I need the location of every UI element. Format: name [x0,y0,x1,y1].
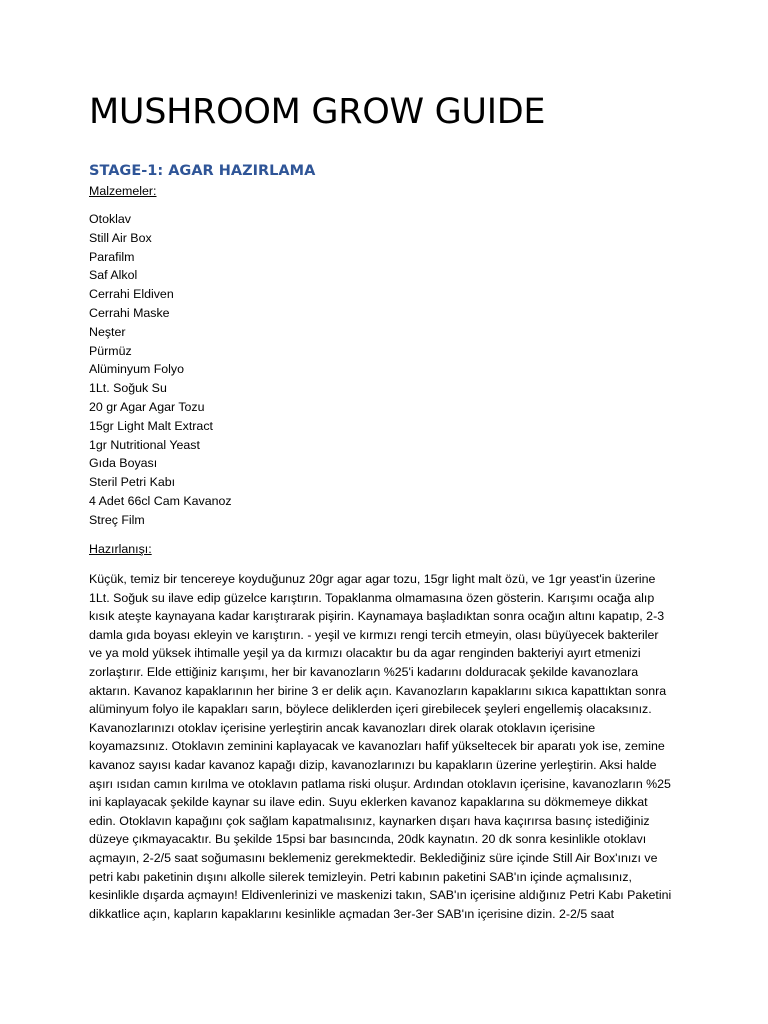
paragraph-line: 1Lt. Soğuk su ilave edip güzelce karıştırın. Topaklanma olmamasına özen gösterin. Karışımı ocağa alıp [89,590,655,605]
paragraph-line: damla gıda boyası ekleyin ve karıştırın. - yeşil ve kırmızı rengi tercih etmeyin, olası büyüyecek bakteriler [89,627,659,642]
paragraph-line: dikkatlice açın, kapların kapaklarını kesinlikle açmadan 3er-3er SAB'ın içerisine dizin. 2-2/5 saat [89,906,615,921]
paragraph-line: kısık ateşte kaynayana kadar karıştırarak pişirin. Kaynamaya başladıktan sonra ocağın altını kapatıp, 2-3 [89,609,665,624]
material-item: Still Air Box [89,230,152,245]
material-item: 1Lt. Soğuk Su [89,381,167,396]
paragraph-line: kesinlikle dışarda açmayın! Eldivenlerinizi ve maskenizi takın, SAB'ın içerisine aldığınız Petri Kabı Paketini [89,888,672,903]
material-item: 20 gr Agar Agar Tozu [89,399,205,414]
paragraph-line: Küçük, temiz bir tencereye koyduğunuz 20gr agar agar tozu, 15gr light malt özü, ve 1gr yeast'in üzerine [89,572,656,586]
material-item: 15gr Light Malt Extract [89,418,213,433]
paragraph-line: edin. Otoklavın kapağını çok sağlam kapatmalısınız, kaynarken dışarı hava kaçırırsa basınç istediğiniz [89,813,650,828]
material-item: Pürmüz [89,343,132,358]
material-item: Neşter [89,324,126,339]
material-item: Cerrahi Maske [89,305,170,320]
paragraph-line: alüminyum folyo ile kapakları sarın, böylece deliklerden içeri girebilecek şeyleri engellemiş olacaksınız. [89,702,652,717]
material-item: Parafilm [89,249,135,264]
paragraph-line: aktarın. Kavanoz kapaklarının her birine 3 er delik açın. Kavanozların kapaklarını sıkıca kapattıktan sonra [89,683,667,698]
paragraph-line: Kavanozlarınızı otoklav içerisine yerleştirin ancak kavanozları direk olarak otoklavın içerisine [89,720,596,735]
preparation-label: Hazırlanışı: [89,542,152,556]
material-item: 1gr Nutritional Yeast [89,437,200,452]
stage-heading: STAGE-1: AGAR HAZIRLAMA [89,163,316,179]
material-item: 4 Adet 66cl Cam Kavanoz [89,493,232,508]
paragraph-line: kavanoz sayısı kadar kavanoz kapağı dizip, kavanozlarınızı bu kapakların üzerine yerleştirin. Aksi halde [89,757,657,772]
material-item: Steril Petri Kabı [89,475,176,490]
material-item: Alüminyum Folyo [89,362,185,377]
material-item: Streç Film [89,512,145,527]
material-item: Cerrahi Eldiven [89,287,174,302]
material-item: Saf Alkol [89,268,138,283]
preparation-text [89,570,685,923]
paragraph-line: düzeye çıkmayacaktır. Bu şekilde 15psi bar basıncında, 20dk kaynatın. 20 dk sonra kesinlikle otoklavı [89,832,647,847]
paragraph-line: koyamazsınız. Otoklavın zeminini kaplayacak ve kavanozları hafif yükseltecek bir aparatı yok ise, zemine [89,739,665,754]
paragraph-line: ini kaplayacak şekilde kaynar su ilave edin. Suyu eklerken kavanoz kapaklarına su dökmemeye dikkat [89,795,648,810]
material-item: Gıda Boyası [89,456,158,471]
paragraph-line: petri kabı paketinin dışını alkolle silerek temizleyin. Petri kabının paketini SAB'ın içinde açmalısınız, [89,869,632,884]
material-item: Otoklav [89,212,132,226]
materials-label: Malzemeler: [89,184,157,198]
paragraph-line: açmayın, 2-2/5 saat soğumasını beklemeniz gerekmektedir. Beklediğiniz süre içinde Still Air Box'ınızı ve [89,850,658,865]
materials-list [89,210,232,530]
paragraph-line: ve ya mold yüksek ihtimalle yeşil ya da kırmızı olacaktır bu da agar renginden bakteriyi ayırt etmenizi [89,646,641,661]
paragraph-line: zorlaştırır. Elde ettiğiniz karışımı, her bir kavanozların %25'i kadarını dolduracak şekilde kavanozlara [89,664,639,679]
document-title: MUSHROOM GROW GUIDE [89,92,546,132]
paragraph-line: aşırı ısıdan camın kırılma ve otoklavın patlama riski oluşur. Ardından otoklavın içerisine, kavanozların %25 [89,776,671,791]
